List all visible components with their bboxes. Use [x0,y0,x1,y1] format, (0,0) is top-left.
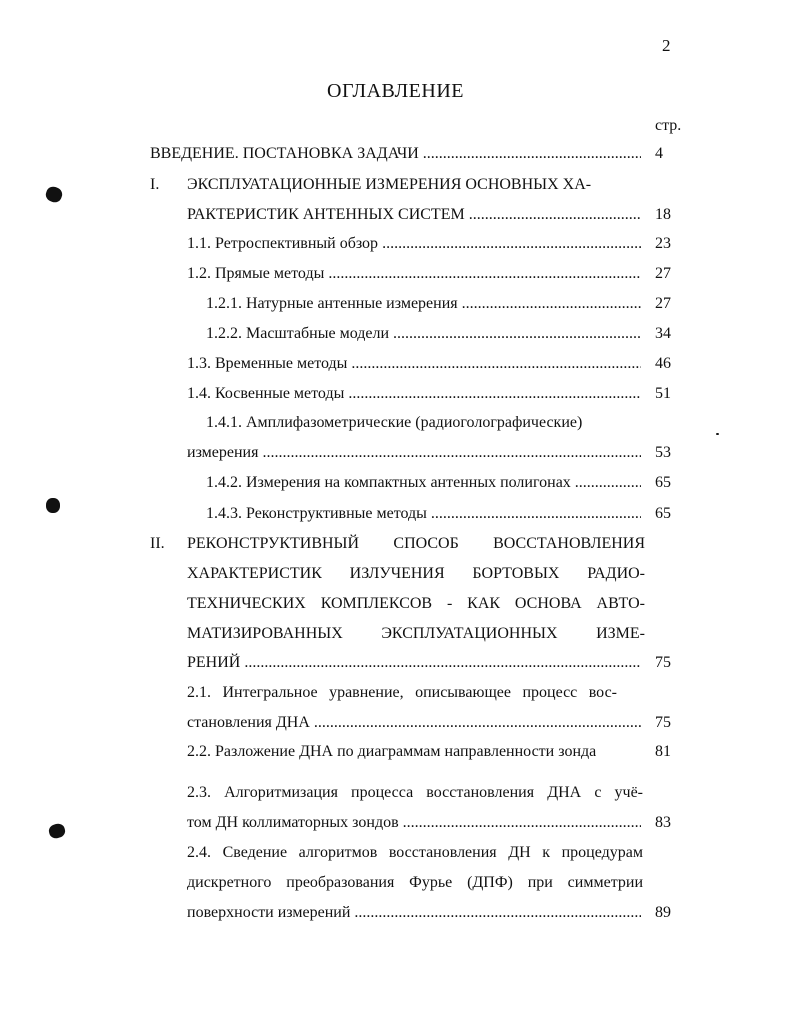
toc-entry-text: 2.3. Алгоритмизация процесса восстановления ДНА с учё- [187,784,643,801]
page-column-header: стр. [655,117,682,134]
toc-entry-text: 1.2.2. Масштабные модели [206,325,390,342]
toc-page-number: 4 [655,145,663,162]
chapter-number: I. [150,176,160,193]
scan-blot [44,185,64,205]
toc-entry-1-1 [187,233,645,255]
toc-entry-1-4-1 [187,442,645,464]
toc-entry-2-3 [187,812,645,834]
toc-entry-text: ТЕХНИЧЕСКИХ КОМПЛЕКСОВ - КАК ОСНОВА АВТО- [187,595,645,612]
toc-entry-text: МАТИЗИРОВАННЫХ ЭКСПЛУАТАЦИОННЫХ ИЗМЕ- [187,625,645,642]
toc-entry-1-4-2 [206,472,645,494]
toc-entry-1-3 [187,353,645,375]
page-title: ОГЛАВЛЕНИЕ [327,80,464,102]
toc-entry-text: 1.4. Косвенные методы [187,385,345,402]
toc-page-number: 75 [655,714,671,731]
toc-page-number: 65 [655,474,671,491]
toc-entry-text: 1.2.1. Натурные антенные измерения [206,295,458,312]
toc-entry-text: 1.4.2. Измерения на компактных антенных полигонах [206,474,571,491]
toc-entry-text: 1.1. Ретроспективный обзор [187,235,379,252]
toc-page-number: 75 [655,654,671,671]
toc-entry-text: РЕКОНСТРУКТИВНЫЙ СПОСОБ ВОССТАНОВЛЕНИЯ [187,535,645,552]
toc-page-number: 65 [655,505,671,522]
toc-entry-text: 1.2. Прямые методы [187,265,325,282]
toc-page-number: 46 [655,355,671,372]
toc-entry-text: поверхности измерений [187,904,351,921]
toc-page-number: 18 [655,206,671,223]
toc-page-number: 81 [655,743,671,760]
toc-entry-2-2: 2.2. Разложение ДНА по диаграммам направленности зонда [187,743,597,760]
toc-page-number: 23 [655,235,671,252]
toc-entry-text: 1.4.3. Реконструктивные методы [206,505,427,522]
toc-entry-1-2-2 [206,323,645,345]
scan-blot [47,822,66,840]
chapter-number: II. [150,535,165,552]
toc-page-number: 34 [655,325,671,342]
toc-entry-text: становления ДНА [187,714,310,731]
toc-entry-text: ЭКСПЛУАТАЦИОННЫЕ ИЗМЕРЕНИЯ ОСНОВНЫХ ХА- [187,176,592,193]
toc-page-number: 27 [655,295,671,312]
toc-entry-chapter-2 [187,652,645,674]
toc-entry-text: том ДН коллиматорных зондов [187,814,399,831]
scan-blot [46,498,60,513]
toc-page-number: 83 [655,814,671,831]
toc-page-number: 53 [655,444,671,461]
toc-entry-1-2 [187,263,645,285]
toc-entry-text: 2.1. Интегральное уравнение, описывающее процесс вос- [187,684,617,701]
toc-entry-1-4 [187,383,645,405]
toc-entry-1-2-1 [206,293,645,315]
toc-entry-text: измерения [187,444,259,461]
toc-entry-1-4-3 [206,503,645,525]
page-number: 2 [662,36,671,55]
toc-entry-text: 2.4. Сведение алгоритмов восстановления ДН к процедурам [187,844,643,861]
toc-page-number: 51 [655,385,671,402]
toc-entry-text: РАКТЕРИСТИК АНТЕННЫХ СИСТЕМ [187,206,465,223]
toc-page-number: 27 [655,265,671,282]
toc-entry-text: дискретного преобразования Фурье (ДПФ) при симметрии [187,874,643,891]
toc-entry-2-4 [187,902,645,924]
scan-speck [716,433,719,435]
toc-entry-text: ХАРАКТЕРИСТИК ИЗЛУЧЕНИЯ БОРТОВЫХ РАДИО- [187,565,645,582]
toc-entry-chapter-1 [187,204,645,226]
toc-entry-text: 1.4.1. Амплифазометрические (радиоголографические) [206,414,583,431]
toc-entry-text: ВВЕДЕНИЕ. ПОСТАНОВКА ЗАДАЧИ [150,145,419,162]
toc-entry-text: РЕНИЙ [187,654,241,671]
toc-entry-2-1 [187,712,645,734]
toc-page-number: 89 [655,904,671,921]
toc-entry-intro [150,143,645,165]
toc-entry-text: 1.3. Временные методы [187,355,348,372]
